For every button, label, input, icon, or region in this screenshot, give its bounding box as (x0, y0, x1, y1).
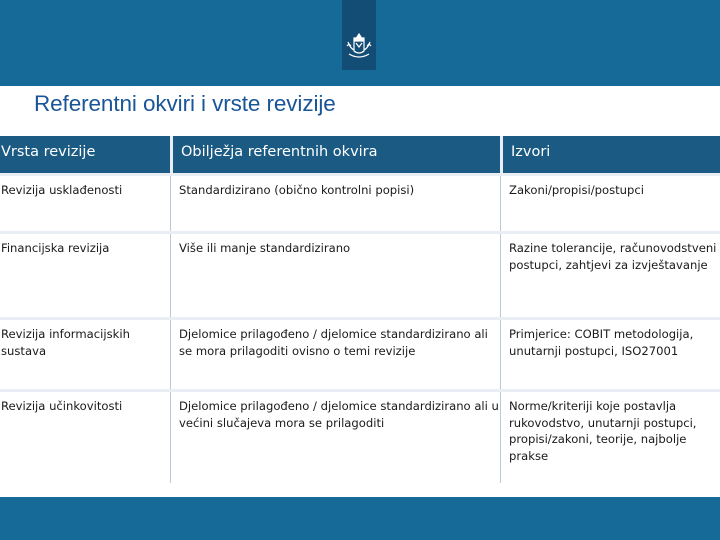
cell-sources: Norme/kriteriji koje postavlja rukovodstvo, unutarnji postupci, propisi/zakoni, teorije, najbolje prakse (500, 392, 720, 483)
header-sources: Izvori (500, 136, 720, 173)
title-area (24, 86, 696, 136)
slide-title: Referentni okviri i vrste revizije (34, 91, 336, 116)
cell-audit-type: Revizija usklađenosti (1, 183, 123, 197)
top-banner (0, 0, 720, 86)
cell-audit-type: Revizija informacijskih sustava (1, 327, 130, 358)
table-row (0, 389, 720, 483)
audit-frameworks-table (0, 136, 720, 483)
bottom-gap (0, 483, 720, 497)
table-header-row (0, 136, 720, 173)
header-audit-type: Vrsta revizije (0, 136, 170, 173)
cell-sources: Primjerice: COBIT metodologija, unutarnji postupci, ISO27001 (500, 320, 720, 389)
cell-framework-features: Djelomice prilagođeno / djelomice standardizirano ali se mora prilagoditi ovisno o temi revizije (170, 320, 500, 389)
header-framework-features: Obilježja referentnih okvira (170, 136, 500, 173)
cell-audit-type: Financijska revizija (1, 241, 110, 255)
table-row (0, 317, 720, 389)
coat-of-arms-icon (345, 32, 373, 62)
cell-sources: Razine tolerancije, računovodstveni postupci, zahtjevi za izvještavanje (500, 234, 720, 317)
cell-framework-features: Standardizirano (obično kontrolni popisi) (170, 176, 500, 231)
table-row (0, 231, 720, 317)
cell-framework-features: Djelomice prilagođeno / djelomice standardizirano ali u većini slučajeva mora se prilagoditi (170, 392, 500, 483)
cell-sources: Zakoni/propisi/postupci (500, 176, 720, 231)
bottom-banner (0, 497, 720, 540)
table-row (0, 173, 720, 231)
cell-framework-features: Više ili manje standardizirano (170, 234, 500, 317)
emblem-plate (342, 0, 376, 70)
cell-audit-type: Revizija učinkovitosti (1, 399, 123, 413)
